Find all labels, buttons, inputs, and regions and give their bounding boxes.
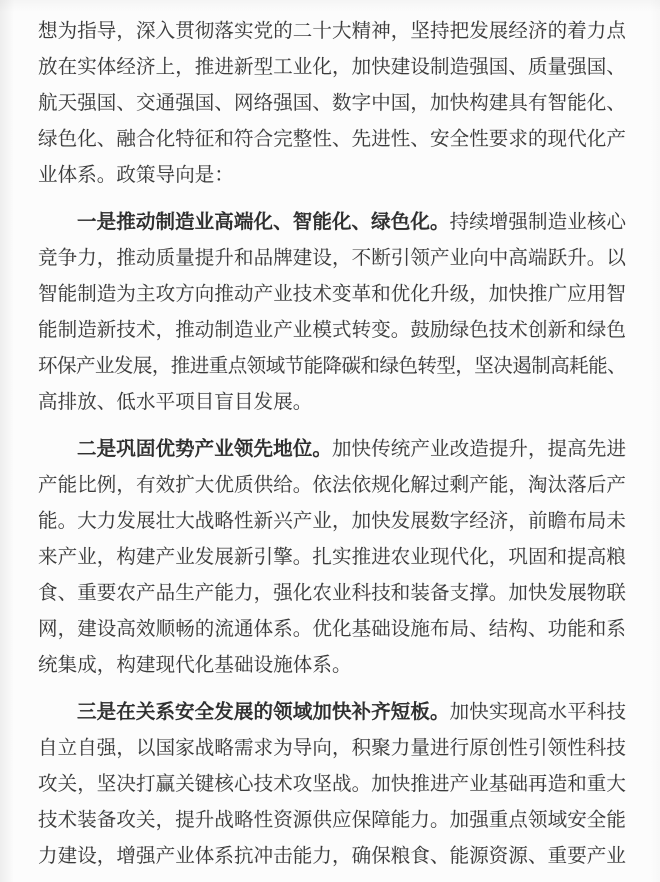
text-line [38,122,626,158]
paragraph-lead-bold: 三是在关系安全发展的领域加快补齐短板。 [77,702,450,723]
text-line [38,612,626,648]
paragraph [38,205,626,421]
text-line [38,158,626,194]
paragraph [38,14,626,194]
text-line [38,349,626,385]
text-segment: 来产业，构建产业发展新引擎。扎实推进农业现代化，巩固和提高粮 [38,547,627,568]
paragraph-lead-bold: 二是巩固优势产业领先地位。 [77,439,332,460]
text-segment: 高排放、低水平项目盲目发展。 [38,392,313,413]
text-line [38,731,626,767]
text-segment: 攻关，坚决打赢关键核心技术攻坚战。加快推进产业基础再造和重大 [38,774,627,795]
text-line [38,50,626,86]
text-line [38,839,626,875]
text-line [38,86,626,122]
text-segment: 网，建设高效顺畅的流通体系。优化基础设施布局、结构、功能和系 [38,619,627,640]
text-segment: 能。大力发展壮大战略性新兴产业，加快发展数字经济，前瞻布局未 [38,511,627,532]
text-segment: 持续增强制造业核心 [449,212,627,233]
paragraph [38,432,626,684]
text-segment: 自立自强，以国家战略需求为导向，积聚力量进行原创性引领性科技 [38,738,627,759]
text-line [38,205,626,241]
text-line [38,767,626,803]
text-segment: 想为指导，深入贯彻落实党的二十大精神，坚持把发展经济的着力点 [38,21,627,42]
text-line [38,14,626,50]
text-segment: 智能制造为主攻方向推动产业技术变革和优化升级，加快推广应用智 [38,284,627,305]
paragraph [38,695,626,875]
text-segment: 加快实现高水平科技 [449,702,627,723]
paragraph-lead-bold: 一是推动制造业高端化、智能化、绿色化。 [77,212,450,233]
text-segment: 能制造新技术，推动制造业产业模式转变。鼓励绿色技术创新和绿色 [38,320,627,341]
text-line [38,695,626,731]
text-line [38,468,626,504]
text-line [38,540,626,576]
text-segment: 航天强国、交通强国、网络强国、数字中国，加快构建具有智能化、 [38,93,627,114]
text-line [38,432,626,468]
text-segment: 放在实体经济上，推进新型工业化，加快建设制造强国、质量强国、 [38,57,627,78]
text-segment: 食、重要农产品生产能力，强化农业科技和装备支撑。加快发展物联 [38,583,627,604]
text-segment: 绿色化、融合化特征和符合完整性、先进性、安全性要求的现代化产 [38,129,627,150]
text-line [38,648,626,684]
text-line [38,385,626,421]
text-segment: 统集成，构建现代化基础设施体系。 [38,655,352,676]
text-segment: 业体系。政策导向是： [38,165,235,186]
text-line [38,803,626,839]
text-segment: 环保产业发展，推进重点领域节能降碳和绿色转型，坚决遏制高耗能、 [38,356,627,377]
text-line [38,504,626,540]
text-line [38,313,626,349]
text-line [38,576,626,612]
text-line [38,241,626,277]
text-segment: 技术装备攻关，提升战略性资源供应保障能力。加强重点领域安全能 [38,810,627,831]
text-line [38,277,626,313]
document-text [38,14,626,875]
text-segment: 力建设，增强产业体系抗冲击能力，确保粮食、能源资源、重要产业 [38,846,627,867]
text-segment: 产能比例，有效扩大优质供给。依法依规化解过剩产能，淘汰落后产 [38,475,627,496]
text-segment: 加快传统产业改造提升，提高先进 [331,439,627,460]
text-segment: 竞争力，推动质量提升和品牌建设，不断引领产业向中高端跃升。以 [38,248,627,269]
